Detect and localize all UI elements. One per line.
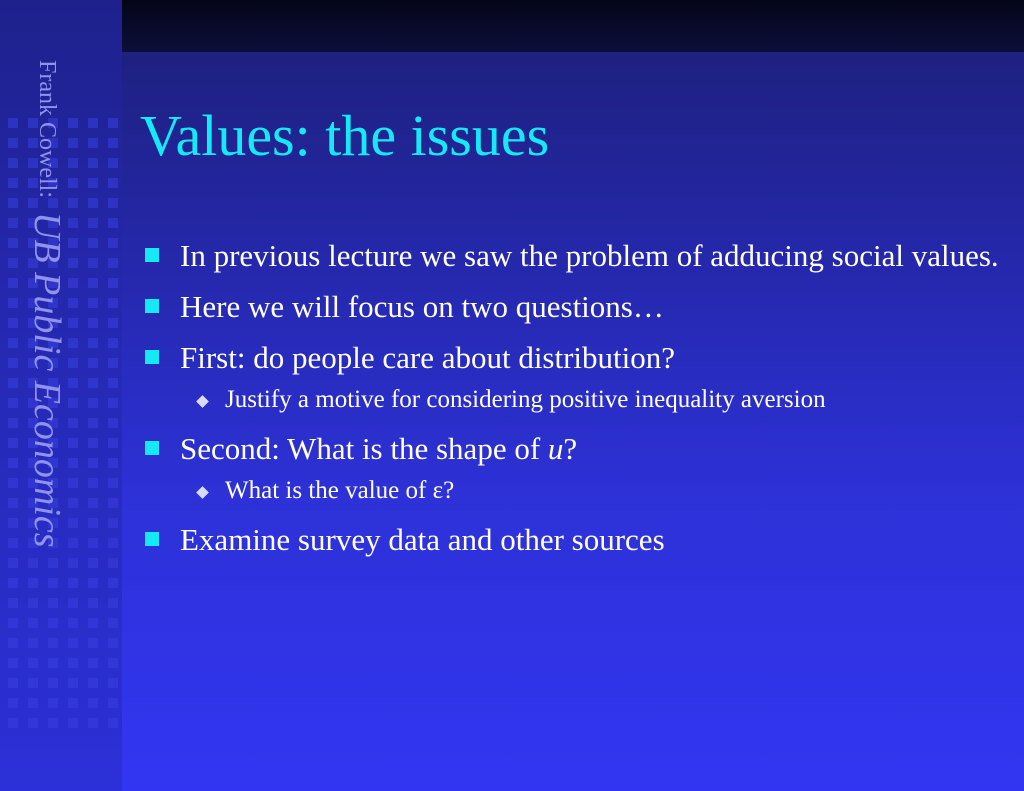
decorative-square	[108, 278, 118, 288]
decorative-square	[68, 398, 78, 408]
decorative-square	[108, 118, 118, 128]
decorative-square	[8, 278, 18, 288]
decorative-square	[8, 298, 18, 308]
decorative-square	[28, 658, 38, 668]
decorative-square	[8, 638, 18, 648]
decorative-square	[68, 678, 78, 688]
decorative-square	[68, 138, 78, 148]
decorative-square	[68, 238, 78, 248]
decorative-square	[68, 638, 78, 648]
decorative-square	[108, 178, 118, 188]
decorative-square	[88, 658, 98, 668]
decorative-square	[8, 418, 18, 428]
decorative-square	[108, 318, 118, 328]
decorative-square	[108, 138, 118, 148]
decorative-square	[8, 598, 18, 608]
sidebar	[0, 0, 122, 791]
decorative-square	[88, 458, 98, 468]
decorative-square	[8, 558, 18, 568]
decorative-square	[108, 258, 118, 268]
decorative-square	[68, 378, 78, 388]
decorative-square	[108, 658, 118, 668]
bullet-text-part: Second: What is the shape of	[180, 431, 548, 466]
decorative-square	[68, 178, 78, 188]
square-bullet-icon	[145, 532, 159, 546]
decorative-square	[108, 238, 118, 248]
decorative-square	[68, 358, 78, 368]
decorative-square	[48, 658, 58, 668]
decorative-square	[8, 578, 18, 588]
sub-bullet-symbol: ε	[432, 477, 444, 504]
decorative-square	[68, 578, 78, 588]
decorative-square	[8, 318, 18, 328]
decorative-square	[88, 398, 98, 408]
decorative-square	[8, 518, 18, 528]
decorative-square	[68, 438, 78, 448]
decorative-square	[88, 218, 98, 228]
slide-title: Values: the issues	[140, 103, 550, 168]
decorative-square	[108, 198, 118, 208]
decorative-square	[48, 638, 58, 648]
decorative-square	[108, 558, 118, 568]
sidebar-course: UB Public Economics	[26, 212, 68, 548]
decorative-square	[88, 478, 98, 488]
sub-bullet-item	[140, 383, 1000, 417]
decorative-square	[108, 218, 118, 228]
decorative-square	[8, 498, 18, 508]
decorative-square	[68, 318, 78, 328]
decorative-square	[88, 358, 98, 368]
decorative-square	[8, 258, 18, 268]
decorative-square	[108, 618, 118, 628]
decorative-square	[108, 638, 118, 648]
decorative-square	[68, 518, 78, 528]
bullet-item	[140, 234, 1000, 277]
bullet-text-part: ?	[563, 431, 578, 466]
decorative-square	[88, 298, 98, 308]
bullet-item	[140, 285, 1000, 328]
decorative-square	[88, 278, 98, 288]
decorative-square	[68, 698, 78, 708]
sub-bullet-text: Justify a motive for considering positive inequality aversion	[225, 386, 826, 413]
decorative-square	[8, 458, 18, 468]
decorative-square	[68, 218, 78, 228]
decorative-square	[8, 118, 18, 128]
decorative-square	[48, 698, 58, 708]
decorative-square	[28, 578, 38, 588]
square-bullet-icon	[145, 248, 159, 262]
bullet-item	[140, 427, 1000, 470]
decorative-square	[8, 378, 18, 388]
decorative-square	[88, 498, 98, 508]
square-bullet-icon	[145, 299, 159, 313]
decorative-square	[88, 578, 98, 588]
decorative-square	[68, 478, 78, 488]
decorative-square	[28, 698, 38, 708]
decorative-square	[8, 218, 18, 228]
decorative-square	[108, 358, 118, 368]
decorative-square	[68, 458, 78, 468]
decorative-square	[8, 178, 18, 188]
decorative-square	[8, 398, 18, 408]
decorative-square	[108, 578, 118, 588]
decorative-square	[8, 538, 18, 548]
sub-bullet-text-part: ?	[443, 477, 455, 504]
decorative-square	[108, 478, 118, 488]
decorative-square	[68, 198, 78, 208]
decorative-square	[108, 678, 118, 688]
bullet-item	[140, 336, 1000, 379]
decorative-square	[28, 618, 38, 628]
decorative-square	[8, 158, 18, 168]
bullet-text: Examine survey data and other sources	[180, 522, 665, 557]
decorative-square	[108, 458, 118, 468]
bullet-text-italic: u	[547, 431, 564, 466]
decorative-square	[68, 598, 78, 608]
decorative-square	[88, 198, 98, 208]
decorative-square	[8, 138, 18, 148]
decorative-square	[88, 518, 98, 528]
decorative-square	[108, 378, 118, 388]
decorative-square	[88, 158, 98, 168]
decorative-square	[88, 138, 98, 148]
top-bar	[122, 0, 1024, 52]
decorative-square	[28, 718, 38, 728]
decorative-square	[88, 318, 98, 328]
decorative-square	[28, 678, 38, 688]
decorative-square	[28, 638, 38, 648]
sidebar-author: Frank Cowell:	[34, 60, 60, 198]
decorative-square	[88, 538, 98, 548]
decorative-square	[68, 658, 78, 668]
decorative-square	[48, 578, 58, 588]
decorative-square	[68, 718, 78, 728]
decorative-square	[88, 438, 98, 448]
decorative-square	[8, 718, 18, 728]
decorative-square	[68, 298, 78, 308]
decorative-square	[88, 678, 98, 688]
decorative-square	[108, 158, 118, 168]
decorative-square	[88, 238, 98, 248]
decorative-square	[88, 598, 98, 608]
decorative-square	[108, 718, 118, 728]
decorative-square	[48, 598, 58, 608]
sub-bullet-item	[140, 474, 1000, 508]
decorative-square	[68, 338, 78, 348]
decorative-square	[48, 718, 58, 728]
decorative-square	[88, 718, 98, 728]
decorative-square	[88, 118, 98, 128]
decorative-square	[108, 438, 118, 448]
decorative-square	[8, 438, 18, 448]
decorative-square	[88, 638, 98, 648]
decorative-square	[68, 118, 78, 128]
decorative-square	[108, 518, 118, 528]
decorative-square	[68, 558, 78, 568]
decorative-square	[108, 698, 118, 708]
decorative-square	[28, 558, 38, 568]
decorative-square	[28, 598, 38, 608]
decorative-square	[8, 658, 18, 668]
diamond-bullet-icon	[196, 395, 209, 408]
square-bullet-icon	[145, 441, 159, 455]
sub-bullet-text-part: What is the value of	[225, 477, 433, 504]
decorative-square	[88, 618, 98, 628]
decorative-square	[8, 338, 18, 348]
decorative-square	[108, 538, 118, 548]
decorative-square	[68, 418, 78, 428]
decorative-square	[8, 478, 18, 488]
decorative-square	[68, 618, 78, 628]
decorative-square	[48, 558, 58, 568]
decorative-square	[68, 278, 78, 288]
decorative-square	[68, 538, 78, 548]
decorative-square	[108, 498, 118, 508]
bullet-text: Here we will focus on two questions…	[180, 289, 664, 324]
decorative-square	[8, 198, 18, 208]
decorative-square	[88, 698, 98, 708]
decorative-square	[8, 678, 18, 688]
decorative-square	[108, 598, 118, 608]
decorative-square	[88, 178, 98, 188]
decorative-square	[108, 298, 118, 308]
bullet-list	[140, 234, 1000, 569]
decorative-square	[8, 618, 18, 628]
decorative-square	[8, 698, 18, 708]
decorative-square	[88, 418, 98, 428]
bullet-item	[140, 518, 1000, 561]
decorative-square	[68, 158, 78, 168]
decorative-square	[108, 398, 118, 408]
decorative-square	[88, 258, 98, 268]
decorative-square	[68, 258, 78, 268]
decorative-square	[88, 338, 98, 348]
decorative-square	[108, 418, 118, 428]
decorative-square	[68, 498, 78, 508]
bullet-text: In previous lecture we saw the problem of adducing social values.	[180, 238, 999, 273]
decorative-square	[48, 618, 58, 628]
decorative-square	[8, 358, 18, 368]
decorative-square	[88, 558, 98, 568]
diamond-bullet-icon	[196, 486, 209, 499]
decorative-square	[8, 238, 18, 248]
decorative-square	[108, 338, 118, 348]
decorative-square	[88, 378, 98, 388]
square-bullet-icon	[145, 350, 159, 364]
decorative-square	[48, 678, 58, 688]
bullet-text: First: do people care about distribution?	[180, 340, 676, 375]
sidebar-caption	[28, 60, 66, 548]
